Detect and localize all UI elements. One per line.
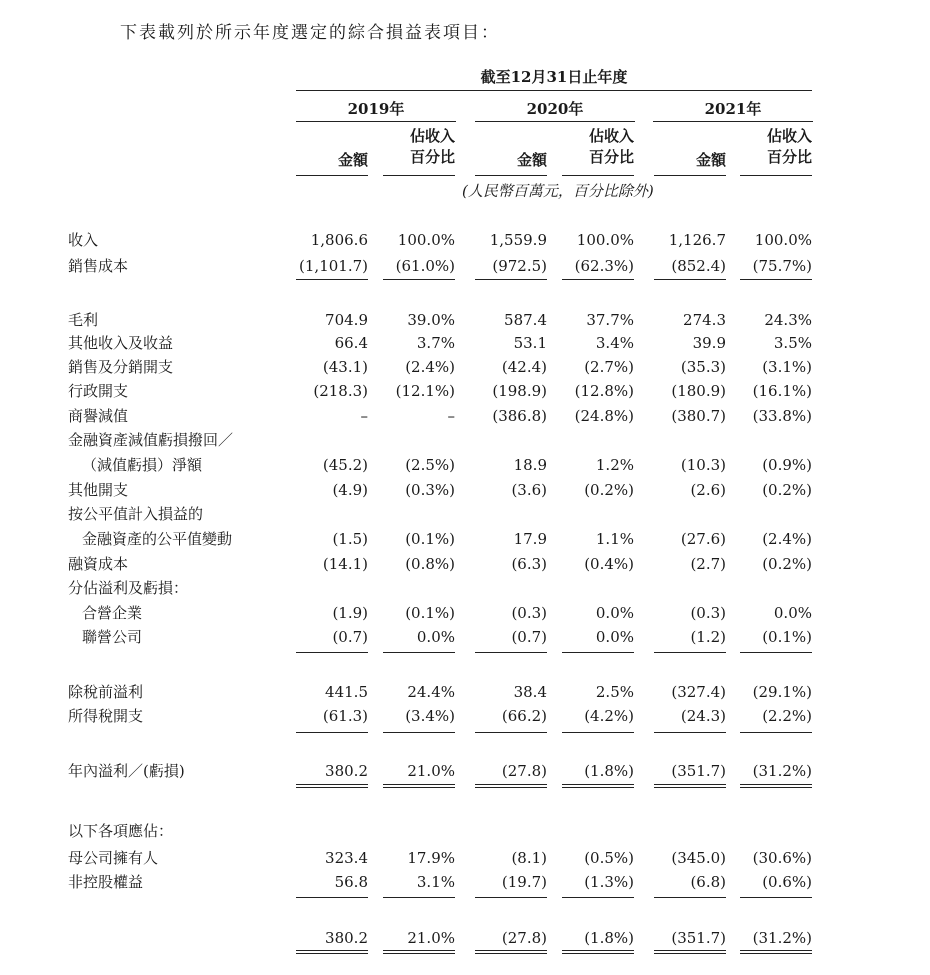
- row-value: 1,126.7: [668, 231, 726, 249]
- row-value: (2.6): [690, 481, 726, 499]
- col-header-rule: [383, 175, 455, 176]
- row-label: 合營企業: [82, 604, 143, 622]
- total-double-rule: [654, 950, 726, 954]
- row-value: 441.5: [325, 683, 368, 701]
- row-value: (0.2%): [762, 481, 812, 499]
- row-value: (2.7%): [584, 358, 634, 376]
- row-value: (327.4): [671, 683, 726, 701]
- subtotal-rule: [296, 279, 368, 280]
- row-value: 274.3: [683, 311, 726, 329]
- row-value: (351.7): [671, 929, 726, 947]
- row-value: 704.9: [325, 311, 368, 329]
- row-value: (218.3): [313, 382, 368, 400]
- row-value: (8.1): [511, 849, 547, 867]
- row-value: (0.2%): [584, 481, 634, 499]
- subtotal-rule: [654, 732, 726, 733]
- row-value: (27.8): [501, 762, 547, 780]
- amount-col-header: 金額: [337, 151, 368, 169]
- row-value: (61.0%): [395, 257, 455, 275]
- subtotal-rule: [654, 897, 726, 898]
- pct-col-header-line2: 百分比: [409, 148, 455, 166]
- row-value: (0.6%): [762, 873, 812, 891]
- row-value: (27.6): [680, 530, 726, 548]
- row-value: 18.9: [513, 456, 547, 474]
- row-value: 587.4: [504, 311, 547, 329]
- row-value: 24.4%: [407, 683, 455, 701]
- row-value: (0.1%): [405, 530, 455, 548]
- row-label: 其他收入及收益: [68, 334, 174, 352]
- row-value: (0.8%): [405, 555, 455, 573]
- row-value: (4.9): [332, 481, 368, 499]
- row-value: (3.1%): [762, 358, 812, 376]
- subtotal-rule: [740, 732, 812, 733]
- row-label: 收入: [68, 231, 99, 249]
- subtotal-rule: [562, 897, 634, 898]
- row-value: 17.9%: [407, 849, 455, 867]
- row-value: 1.1%: [595, 530, 634, 548]
- row-value: 100.0%: [754, 231, 812, 249]
- total-double-rule: [654, 784, 726, 788]
- row-label: 行政開支: [68, 382, 129, 400]
- row-value: –: [360, 407, 368, 425]
- row-value: (0.4%): [584, 555, 634, 573]
- row-value: (1.5): [332, 530, 368, 548]
- row-value: 3.7%: [416, 334, 455, 352]
- row-value: (852.4): [671, 257, 726, 275]
- row-value: (345.0): [671, 849, 726, 867]
- row-value: (0.1%): [405, 604, 455, 622]
- row-label: （減值虧損）淨額: [82, 456, 203, 474]
- row-value: (6.3): [511, 555, 547, 573]
- row-value: 1,806.6: [310, 231, 368, 249]
- subtotal-rule: [475, 897, 547, 898]
- row-label: 其他開支: [68, 481, 129, 499]
- pct-col-header: [732, 126, 812, 168]
- row-value: 3.1%: [416, 873, 455, 891]
- row-value: (3.4%): [405, 707, 455, 725]
- row-value: (180.9): [671, 382, 726, 400]
- row-value: 100.0%: [576, 231, 634, 249]
- subtotal-rule: [562, 279, 634, 280]
- row-value: (2.2%): [762, 707, 812, 725]
- row-value: (24.8%): [574, 407, 634, 425]
- row-value: (0.7): [332, 628, 368, 646]
- pct-col-header-line1: 佔收入: [766, 127, 812, 145]
- row-value: (31.2%): [752, 762, 812, 780]
- pct-col-header-line1: 佔收入: [409, 127, 455, 145]
- row-value: (61.3): [322, 707, 368, 725]
- row-value: (43.1): [322, 358, 368, 376]
- row-value: (6.8): [690, 873, 726, 891]
- total-double-rule: [296, 950, 368, 954]
- subtotal-rule: [475, 652, 547, 653]
- col-header-rule: [296, 175, 368, 176]
- subtotal-rule: [654, 279, 726, 280]
- row-value: 380.2: [325, 762, 368, 780]
- total-double-rule: [562, 950, 634, 954]
- row-label: 銷售及分銷開支: [68, 358, 174, 376]
- row-label: 毛利: [68, 311, 99, 329]
- row-label: 按公平值計入損益的: [68, 505, 204, 523]
- row-value: (4.2%): [584, 707, 634, 725]
- total-double-rule: [475, 784, 547, 788]
- row-value: (2.7): [690, 555, 726, 573]
- pct-col-header: [554, 126, 634, 168]
- row-value: (0.3%): [405, 481, 455, 499]
- row-value: (66.2): [501, 707, 547, 725]
- row-value: 100.0%: [397, 231, 455, 249]
- row-value: (1.3%): [584, 873, 634, 891]
- year-rule-2021: [653, 121, 813, 122]
- row-value: (14.1): [322, 555, 368, 573]
- row-value: (0.1%): [762, 628, 812, 646]
- row-label: 分佔溢利及虧損：: [68, 579, 189, 597]
- row-value: 56.8: [334, 873, 368, 891]
- row-value: 0.0%: [595, 604, 634, 622]
- row-value: (2.5%): [405, 456, 455, 474]
- col-header-rule: [562, 175, 634, 176]
- row-value: (33.8%): [752, 407, 812, 425]
- row-value: (29.1%): [752, 683, 812, 701]
- row-value: (0.3): [690, 604, 726, 622]
- row-value: (2.4%): [405, 358, 455, 376]
- row-label: 金融資產減值虧損撥回／: [68, 431, 234, 449]
- amount-col-header: 金額: [695, 151, 726, 169]
- row-value: 37.7%: [586, 311, 634, 329]
- row-value: (972.5): [492, 257, 547, 275]
- total-double-rule: [383, 950, 455, 954]
- row-label: 年內溢利／(虧損): [68, 762, 185, 780]
- row-value: (1.8%): [584, 762, 634, 780]
- subtotal-rule: [740, 652, 812, 653]
- row-label: 非控股權益: [68, 873, 144, 891]
- subtotal-rule: [740, 279, 812, 280]
- row-value: (27.8): [501, 929, 547, 947]
- row-value: (1.8%): [584, 929, 634, 947]
- row-value: 0.0%: [773, 604, 812, 622]
- row-value: (31.2%): [752, 929, 812, 947]
- subtotal-rule: [475, 279, 547, 280]
- total-double-rule: [475, 950, 547, 954]
- period-header: 截至12月31日止年度: [480, 68, 628, 86]
- total-double-rule: [562, 784, 634, 788]
- row-value: (380.7): [671, 407, 726, 425]
- row-value: (0.3): [511, 604, 547, 622]
- row-value: (16.1%): [752, 382, 812, 400]
- subtotal-rule: [296, 652, 368, 653]
- row-value: 39.9: [692, 334, 726, 352]
- year-rule-2019: [296, 121, 456, 122]
- total-double-rule: [740, 950, 812, 954]
- pct-col-header-line2: 百分比: [766, 148, 812, 166]
- subtotal-rule: [383, 652, 455, 653]
- row-value: –: [447, 407, 455, 425]
- col-header-rule: [654, 175, 726, 176]
- total-double-rule: [383, 784, 455, 788]
- row-label: 商譽減值: [68, 407, 129, 425]
- row-value: (1.2): [690, 628, 726, 646]
- row-label: 銷售成本: [68, 257, 129, 275]
- row-label: 所得稅開支: [68, 707, 144, 725]
- row-value: (0.5%): [584, 849, 634, 867]
- row-label: 以下各項應佔：: [68, 822, 174, 840]
- row-value: 21.0%: [407, 929, 455, 947]
- row-value: (30.6%): [752, 849, 812, 867]
- row-value: (62.3%): [574, 257, 634, 275]
- row-value: 0.0%: [416, 628, 455, 646]
- period-rule: [296, 90, 812, 91]
- row-value: (2.4%): [762, 530, 812, 548]
- row-value: (351.7): [671, 762, 726, 780]
- row-value: (198.9): [492, 382, 547, 400]
- row-value: (19.7): [501, 873, 547, 891]
- row-value: (0.2%): [762, 555, 812, 573]
- amount-col-header: 金額: [516, 151, 547, 169]
- subtotal-rule: [383, 279, 455, 280]
- row-value: 38.4: [513, 683, 547, 701]
- subtotal-rule: [383, 732, 455, 733]
- row-label: 金融資產的公平值變動: [82, 530, 233, 548]
- row-value: (1.9): [332, 604, 368, 622]
- row-value: (12.8%): [574, 382, 634, 400]
- row-value: (42.4): [501, 358, 547, 376]
- row-value: 53.1: [513, 334, 547, 352]
- row-label: 母公司擁有人: [68, 849, 159, 867]
- row-value: 24.3%: [764, 311, 812, 329]
- unit-note: (人民幣百萬元，百分比除外): [462, 182, 654, 200]
- row-value: 2.5%: [595, 683, 634, 701]
- row-value: (35.3): [680, 358, 726, 376]
- subtotal-rule: [296, 732, 368, 733]
- subtotal-rule: [562, 652, 634, 653]
- row-value: (12.1%): [395, 382, 455, 400]
- row-value: 3.4%: [595, 334, 634, 352]
- row-value: 1.2%: [595, 456, 634, 474]
- subtotal-rule: [740, 897, 812, 898]
- year-rule-2020: [475, 121, 635, 122]
- row-value: 39.0%: [407, 311, 455, 329]
- intro-text: 下表載列於所示年度選定的綜合損益表項目：: [120, 23, 500, 43]
- total-double-rule: [296, 784, 368, 788]
- subtotal-rule: [562, 732, 634, 733]
- subtotal-rule: [475, 732, 547, 733]
- pct-col-header: [375, 126, 455, 168]
- row-value: (24.3): [680, 707, 726, 725]
- col-header-rule: [475, 175, 547, 176]
- row-value: 21.0%: [407, 762, 455, 780]
- year-2020: 2020年: [526, 100, 584, 118]
- row-value: (10.3): [680, 456, 726, 474]
- subtotal-rule: [654, 652, 726, 653]
- subtotal-rule: [296, 897, 368, 898]
- pct-col-header-line2: 百分比: [588, 148, 634, 166]
- subtotal-rule: [383, 897, 455, 898]
- row-value: (0.9%): [762, 456, 812, 474]
- row-value: (75.7%): [752, 257, 812, 275]
- row-value: (1,101.7): [299, 257, 368, 275]
- year-2019: 2019年: [347, 100, 405, 118]
- row-value: 323.4: [325, 849, 368, 867]
- row-value: (0.7): [511, 628, 547, 646]
- row-value: 380.2: [325, 929, 368, 947]
- row-value: (386.8): [492, 407, 547, 425]
- row-value: (3.6): [511, 481, 547, 499]
- row-label: 除稅前溢利: [68, 683, 144, 701]
- row-value: 3.5%: [773, 334, 812, 352]
- row-label: 融資成本: [68, 555, 129, 573]
- row-value: 0.0%: [595, 628, 634, 646]
- pct-col-header-line1: 佔收入: [588, 127, 634, 145]
- total-double-rule: [740, 784, 812, 788]
- row-value: (45.2): [322, 456, 368, 474]
- year-2021: 2021年: [704, 100, 762, 118]
- row-value: 66.4: [334, 334, 368, 352]
- row-value: 1,559.9: [489, 231, 547, 249]
- row-value: 17.9: [513, 530, 547, 548]
- row-label: 聯營公司: [82, 628, 143, 646]
- col-header-rule: [740, 175, 812, 176]
